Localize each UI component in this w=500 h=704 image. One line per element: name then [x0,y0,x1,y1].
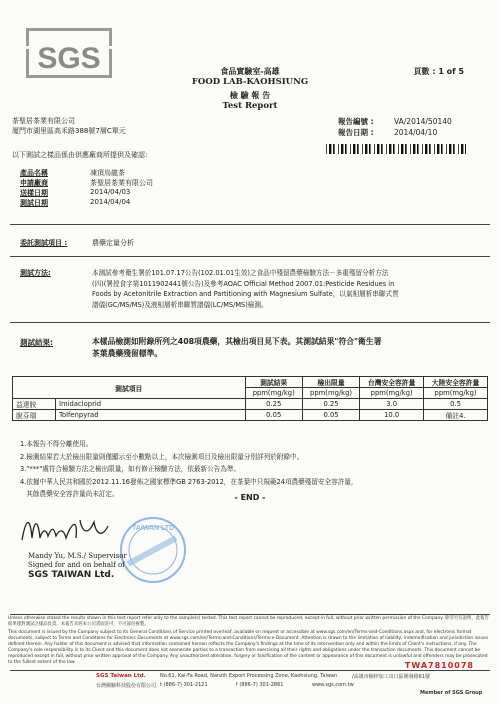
info-value: 2014/04/03 [90,188,131,196]
report-title-en: Test Report [222,101,278,111]
cell-lod: 0.05 [302,410,359,421]
report-number [338,116,452,127]
divider [10,614,490,615]
footer-web: www.sgs.com.tw [312,682,354,688]
info-label: 測試日期 [20,199,48,207]
table-row [13,410,488,421]
note-line: 3."***"處符合檢驗方法之檢出限量，如有修正檢驗方法，依最新公告為準。 [20,465,241,473]
result-line: 茶葉農藥殘留標準。 [92,349,163,358]
cell-name-cn: 益達胺 [13,399,56,410]
test-item-label: 委託測試項目 : [20,239,68,247]
col-header-result: 測試結果 [245,377,302,388]
results-table [12,376,488,421]
footer-address-cn: /高雄市楠梓加工出口區開發路61號 [352,674,431,680]
method-line: 本測試參考衛生署於101.07.17公告(102.01.01生效)之食品中殘留農藥檢驗方法－多重殘留分析方法 [92,269,389,277]
fine-print: This document is issued by the Company subject to its General Conditions of Service printed overleaf, available on request or accessible at www.sgs.com/en/Terms-and-Conditions.aspx and, for electronic format documents, subject to Terms and Conditions for Electronic Documents at www.sgs.com/en/Terms-and-Conditions/Terms-e-Document. Attention is drawn to the limitation of liability, indemnification and jurisdiction issues defined therein. Any holder of this document is advised that information contained hereon reflects the Company's findings at the time of its intervention only and within the limits of Client's instructions, if any. The Company's sole responsibility is to its Client and this document does not exonerate parties to a transaction from exercising all their rights and obligations under the transaction documents. This document cannot be reproduced except in full, without prior written approval of the Company. Any unauthorized alteration, forgery or falsification of the content or appearance of this document is unlawful and offenders may be prosecuted to the fullest extent of the law. [8,630,489,665]
method-label: 測試方法: [20,269,51,277]
note-line: 4.依據中華人民共和國於2012.11.16發佈之國家標準GB 2763-2012，在茶葉中只規範24項農藥殘留安全容許量， [20,477,358,486]
unit-cell: ppm(mg/kg) [360,388,424,399]
cell-name-en: Imidacloprid [56,399,246,410]
signatory-name: Mandy Yu, M.S./ Supervisor [28,552,127,560]
info-value: 凍頂烏龍茶 [90,169,125,177]
result-text [92,336,480,360]
col-header-cn-limit: 大陸安全容許量 [424,377,488,388]
cell-result: 0.25 [245,399,302,410]
footer-company-cn: 台灣檢驗科技股份有限公司 [96,683,157,689]
footer-company-en: SGS Taiwan Ltd. [96,673,146,679]
method-line: 譜儀(GC/MS/MS)及液相層析串聯質譜儀(LC/MS/MS)檢測。 [92,300,268,309]
client-name: 茶聖居茶業有限公司 [12,117,75,125]
unit-cell: ppm(mg/kg) [245,388,302,399]
company-seal-icon [110,514,196,586]
cell-name-cn: 脫芬瑞 [13,410,56,421]
unit-cell: ppm(mg/kg) [424,388,488,399]
info-label: 送樣日期 [20,189,48,197]
report-title-cn: 檢 驗 報 告 [229,90,271,100]
col-header-item: 測試項目 [13,377,246,399]
signatory-behalf: Signed for and on behalf of [28,561,125,569]
info-value: 茶聖居茶業有限公司 [90,179,153,187]
notes [20,438,490,501]
result-label: 測試結果: [20,338,53,347]
note-line: 2.檢測結果若大於檢出限量則僅顯示至小數點以上，本次檢測項目及檢出限量分別詳列於附錄中。 [20,452,304,461]
info-value: 2014/04/04 [90,198,131,206]
cell-name-en: Tolfenpyrad [56,410,246,421]
report-date-value: 2014/04/10 [394,128,438,137]
table-header-row [13,377,488,388]
cell-tw-limit: 10.0 [360,410,424,421]
divider [10,322,490,323]
divider [10,256,490,257]
method-line: (四)(署授食字第1011902441號公告)及參考AOAC Official Method 2007.01:Pesticide Residues in [92,279,395,288]
report-number-value: VA/2014/50140 [394,117,452,126]
cell-cn-limit: 0.5 [424,399,488,410]
page-number: 頁數 : 1 of 5 [413,67,464,76]
lab-name-cn: 食品實驗室-高雄 [220,66,280,76]
info-label: 產品名稱 [20,169,48,177]
sgs-logo [26,28,112,78]
test-item-value: 農藥定量分析 [92,239,134,247]
footer-member: Member of SGS Group [420,690,483,696]
cell-result: 0.05 [245,410,302,421]
cell-lod: 0.25 [302,399,359,410]
svg-text:SGS: SGS [37,42,101,75]
divider [10,670,490,671]
fine-print: Unless otherwise stated the results shown in this test report refer only to the sample(s) tested. This test report cannot be reproduced, except in full, without prior written permission of the Company. 除非另有說明，此報告結果僅對測試之樣品負責。本報告未經本公司書面許可，不可部份複製。 [8,616,489,627]
end-marker: - END - [234,493,266,502]
report-date [338,127,437,138]
col-header-tw-limit: 台灣安全容許量 [360,377,424,388]
cell-tw-limit: 3.0 [360,399,424,410]
footer-tel: t (886-7) 301-2121 [160,682,208,688]
divider [10,224,490,225]
lab-name-en: FOOD LAB-KAOHSIUNG [191,77,309,87]
method-text [92,268,480,310]
sgs-logo-icon [26,28,112,78]
report-date-label: 報告日期 : [338,128,374,137]
info-label: 申請廠商 [20,179,48,187]
footer-fax: f (886-7) 301-2861 [236,682,284,688]
note-line: 其餘農藥安全容許量尚未訂定。 [20,490,119,498]
signatory-company: SGS TAIWAN Ltd. [28,570,115,580]
method-line: Foods by Acetonitrile Extraction and Partitioning with Magnesium Sulfate，以氣相層析串聯式質 [92,290,399,298]
client-address: 厦門市湖里區高禾路388號7層C單元 [12,127,126,135]
result-line: 本樣品檢測如附錄所列之408項農藥，其檢出項目見下表。其測試結果"符合"衛生署 [92,337,382,346]
report-number-label: 報告編號 : [338,117,374,126]
note-line: 1.本報告不得分離使用。 [20,440,93,448]
col-header-lod: 檢出限量 [302,377,359,388]
unit-cell: ppm(mg/kg) [302,388,359,399]
cell-cn-limit: 備註4. [424,410,488,421]
signatory [28,552,127,570]
barcode-image [326,144,466,154]
svg-text:TAIWAN LTD: TAIWAN LTD [131,525,175,532]
intro-text: 以下測試之樣品係由供應廠商所提供及確認: [12,151,148,159]
table-row [13,399,488,410]
footer-address-en: No.61, Kai-Fa Road, Nanzih Export Processing Zone, Kaohsiung, Taiwan [160,673,338,679]
serial-number: TWA7810078 [404,661,474,670]
